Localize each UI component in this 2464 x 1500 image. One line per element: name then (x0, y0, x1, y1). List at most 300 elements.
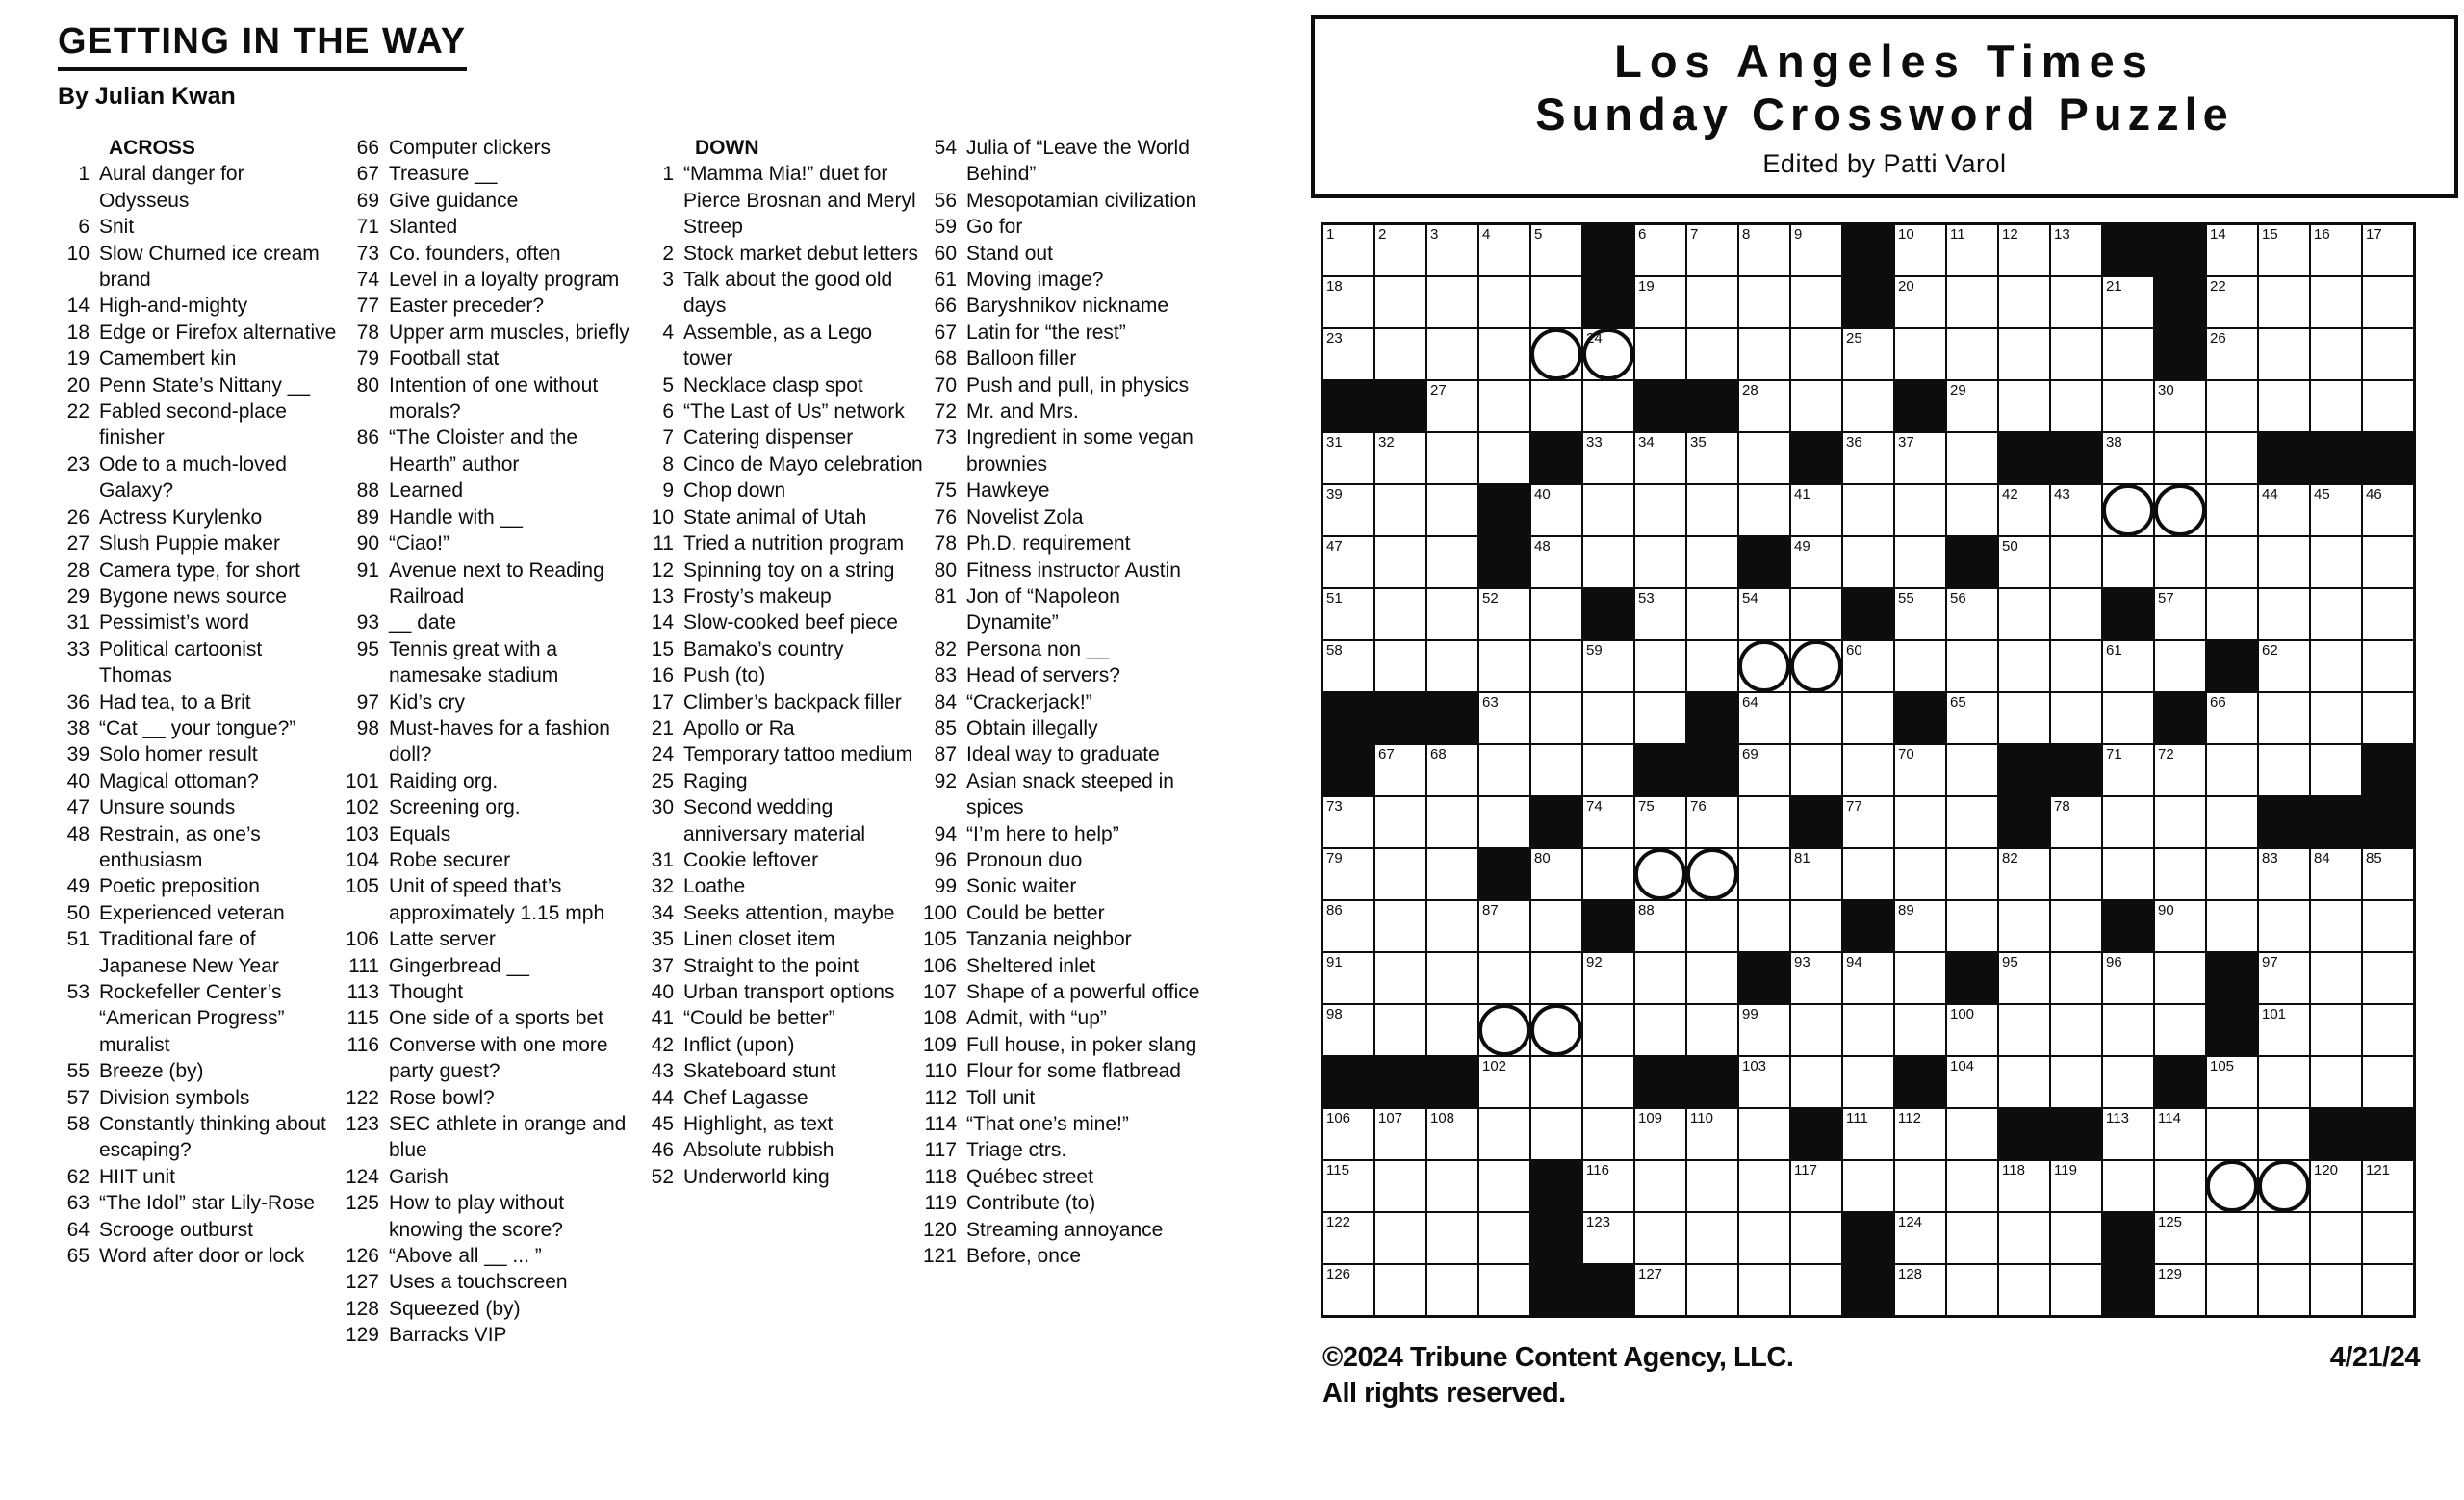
grid-cell[interactable] (2051, 277, 2101, 327)
grid-cell[interactable] (1583, 849, 1633, 899)
grid-cell[interactable] (1323, 901, 1373, 951)
grid-cell[interactable] (1843, 849, 1893, 899)
grid-cell[interactable] (1375, 849, 1425, 899)
grid-cell[interactable] (2259, 745, 2309, 795)
grid-cell[interactable] (1479, 745, 1529, 795)
grid-cell[interactable] (1583, 381, 1633, 431)
grid-cell[interactable] (1739, 433, 1789, 483)
grid-cell[interactable] (1583, 1005, 1633, 1055)
grid-cell[interactable] (1323, 433, 1373, 483)
grid-cell[interactable] (2103, 329, 2153, 379)
grid-cell[interactable] (1895, 433, 1945, 483)
grid-cell[interactable] (2259, 1057, 2309, 1107)
grid-cell[interactable] (1375, 641, 1425, 691)
grid-cell[interactable] (1999, 1005, 2049, 1055)
grid-cell[interactable] (1843, 485, 1893, 535)
grid-cell[interactable] (2311, 641, 2361, 691)
grid-cell[interactable] (1843, 693, 1893, 743)
grid-cell[interactable] (1479, 953, 1529, 1003)
grid-cell[interactable] (1531, 485, 1581, 535)
grid-cell[interactable] (2207, 849, 2257, 899)
grid-cell[interactable] (1947, 1161, 1997, 1211)
grid-cell[interactable] (2259, 849, 2309, 899)
grid-cell[interactable] (1843, 1057, 1893, 1107)
grid-cell[interactable] (2363, 693, 2413, 743)
grid-cell[interactable] (1687, 1265, 1737, 1315)
grid-cell[interactable] (2259, 589, 2309, 639)
grid-cell[interactable] (1895, 485, 1945, 535)
grid-cell[interactable] (2311, 901, 2361, 951)
grid-cell[interactable] (2155, 589, 2205, 639)
grid-cell[interactable] (1375, 1213, 1425, 1263)
grid-cell[interactable] (1947, 849, 1997, 899)
grid-cell[interactable] (1687, 329, 1737, 379)
grid-cell[interactable] (2207, 1213, 2257, 1263)
grid-cell[interactable] (1687, 433, 1737, 483)
grid-cell[interactable] (1531, 225, 1581, 275)
grid-cell[interactable] (1531, 641, 1581, 691)
grid-cell[interactable] (1323, 953, 1373, 1003)
grid-cell[interactable] (1843, 1005, 1893, 1055)
grid-cell[interactable] (2207, 1109, 2257, 1159)
grid-cell[interactable] (1739, 589, 1789, 639)
grid-cell[interactable] (1427, 641, 1477, 691)
grid-cell[interactable] (1479, 589, 1529, 639)
grid-cell[interactable] (2103, 693, 2153, 743)
grid-cell[interactable] (1427, 589, 1477, 639)
grid-cell[interactable] (1375, 485, 1425, 535)
grid-cell[interactable] (2155, 537, 2205, 587)
grid-cell[interactable] (1583, 797, 1633, 847)
grid-cell[interactable] (2103, 849, 2153, 899)
grid-cell[interactable] (2103, 537, 2153, 587)
grid-cell[interactable] (2155, 745, 2205, 795)
grid-cell[interactable] (1791, 225, 1841, 275)
grid-cell[interactable] (1895, 901, 1945, 951)
grid-cell[interactable] (1479, 1005, 1529, 1055)
grid-cell[interactable] (1531, 277, 1581, 327)
grid-cell[interactable] (1843, 1161, 1893, 1211)
grid-cell[interactable] (1479, 797, 1529, 847)
grid-cell[interactable] (1687, 485, 1737, 535)
grid-cell[interactable] (1999, 381, 2049, 431)
grid-cell[interactable] (1739, 1213, 1789, 1263)
grid-cell[interactable] (2363, 537, 2413, 587)
grid-cell[interactable] (1843, 797, 1893, 847)
grid-cell[interactable] (1739, 797, 1789, 847)
grid-cell[interactable] (1791, 693, 1841, 743)
grid-cell[interactable] (1895, 1005, 1945, 1055)
grid-cell[interactable] (1791, 953, 1841, 1003)
grid-cell[interactable] (1687, 1005, 1737, 1055)
grid-cell[interactable] (1427, 901, 1477, 951)
grid-cell[interactable] (2207, 433, 2257, 483)
grid-cell[interactable] (2363, 277, 2413, 327)
grid-cell[interactable] (1427, 1265, 1477, 1315)
grid-cell[interactable] (2259, 641, 2309, 691)
grid-cell[interactable] (1999, 537, 2049, 587)
grid-cell[interactable] (1843, 329, 1893, 379)
grid-cell[interactable] (1791, 641, 1841, 691)
grid-cell[interactable] (1947, 1005, 1997, 1055)
grid-cell[interactable] (1739, 485, 1789, 535)
grid-cell[interactable] (1999, 329, 2049, 379)
grid-cell[interactable] (2103, 745, 2153, 795)
grid-cell[interactable] (1635, 433, 1685, 483)
grid-cell[interactable] (1427, 1109, 1477, 1159)
grid-cell[interactable] (2363, 1213, 2413, 1263)
grid-cell[interactable] (1739, 901, 1789, 951)
grid-cell[interactable] (1947, 589, 1997, 639)
grid-cell[interactable] (1427, 433, 1477, 483)
grid-cell[interactable] (2311, 849, 2361, 899)
grid-cell[interactable] (1791, 537, 1841, 587)
grid-cell[interactable] (2311, 1057, 2361, 1107)
grid-cell[interactable] (1531, 1005, 1581, 1055)
grid-cell[interactable] (2363, 381, 2413, 431)
grid-cell[interactable] (1791, 329, 1841, 379)
grid-cell[interactable] (1635, 537, 1685, 587)
grid-cell[interactable] (1687, 797, 1737, 847)
grid-cell[interactable] (1999, 485, 2049, 535)
grid-cell[interactable] (1843, 641, 1893, 691)
grid-cell[interactable] (1739, 277, 1789, 327)
grid-cell[interactable] (1479, 693, 1529, 743)
grid-cell[interactable] (1531, 1057, 1581, 1107)
grid-cell[interactable] (1739, 745, 1789, 795)
grid-cell[interactable] (1947, 329, 1997, 379)
grid-cell[interactable] (2311, 329, 2361, 379)
grid-cell[interactable] (1531, 589, 1581, 639)
grid-cell[interactable] (1843, 537, 1893, 587)
grid-cell[interactable] (1583, 433, 1633, 483)
grid-cell[interactable] (2363, 849, 2413, 899)
grid-cell[interactable] (2207, 1057, 2257, 1107)
grid-cell[interactable] (1687, 849, 1737, 899)
grid-cell[interactable] (2155, 797, 2205, 847)
grid-cell[interactable] (1375, 1005, 1425, 1055)
grid-cell[interactable] (1375, 225, 1425, 275)
grid-cell[interactable] (1635, 1213, 1685, 1263)
grid-cell[interactable] (1791, 901, 1841, 951)
grid-cell[interactable] (1479, 225, 1529, 275)
grid-cell[interactable] (2363, 641, 2413, 691)
grid-cell[interactable] (2363, 485, 2413, 535)
grid-cell[interactable] (2103, 485, 2153, 535)
grid-cell[interactable] (2103, 1005, 2153, 1055)
grid-cell[interactable] (1323, 641, 1373, 691)
grid-cell[interactable] (1583, 537, 1633, 587)
grid-cell[interactable] (2051, 1005, 2101, 1055)
grid-cell[interactable] (2051, 901, 2101, 951)
grid-cell[interactable] (1895, 1265, 1945, 1315)
grid-cell[interactable] (1635, 277, 1685, 327)
grid-cell[interactable] (2155, 953, 2205, 1003)
grid-cell[interactable] (1739, 641, 1789, 691)
grid-cell[interactable] (2311, 1161, 2361, 1211)
grid-cell[interactable] (2051, 329, 2101, 379)
grid-cell[interactable] (1739, 381, 1789, 431)
grid-cell[interactable] (1999, 1057, 2049, 1107)
grid-cell[interactable] (1427, 745, 1477, 795)
grid-cell[interactable] (1635, 1161, 1685, 1211)
grid-cell[interactable] (2259, 953, 2309, 1003)
grid-cell[interactable] (1531, 693, 1581, 743)
grid-cell[interactable] (1687, 589, 1737, 639)
grid-cell[interactable] (1427, 537, 1477, 587)
grid-cell[interactable] (2155, 901, 2205, 951)
grid-cell[interactable] (2155, 1213, 2205, 1263)
grid-cell[interactable] (2259, 277, 2309, 327)
grid-cell[interactable] (1999, 693, 2049, 743)
grid-cell[interactable] (1531, 329, 1581, 379)
grid-cell[interactable] (1479, 329, 1529, 379)
grid-cell[interactable] (1791, 589, 1841, 639)
grid-cell[interactable] (2103, 1057, 2153, 1107)
grid-cell[interactable] (1895, 745, 1945, 795)
grid-cell[interactable] (1999, 849, 2049, 899)
grid-cell[interactable] (1635, 849, 1685, 899)
grid-cell[interactable] (1687, 641, 1737, 691)
grid-cell[interactable] (1687, 1213, 1737, 1263)
grid-cell[interactable] (1895, 953, 1945, 1003)
grid-cell[interactable] (2103, 1161, 2153, 1211)
grid-cell[interactable] (1947, 225, 1997, 275)
grid-cell[interactable] (2259, 381, 2309, 431)
grid-cell[interactable] (1687, 953, 1737, 1003)
grid-cell[interactable] (1479, 1057, 1529, 1107)
grid-cell[interactable] (1635, 641, 1685, 691)
grid-cell[interactable] (1843, 381, 1893, 431)
grid-cell[interactable] (1323, 849, 1373, 899)
grid-cell[interactable] (1375, 433, 1425, 483)
grid-cell[interactable] (2207, 381, 2257, 431)
grid-cell[interactable] (1479, 1161, 1529, 1211)
grid-cell[interactable] (2207, 225, 2257, 275)
grid-cell[interactable] (1427, 1161, 1477, 1211)
grid-cell[interactable] (1947, 1265, 1997, 1315)
grid-cell[interactable] (2259, 537, 2309, 587)
grid-cell[interactable] (2311, 1265, 2361, 1315)
grid-cell[interactable] (1999, 1161, 2049, 1211)
grid-cell[interactable] (2103, 433, 2153, 483)
grid-cell[interactable] (2103, 1109, 2153, 1159)
grid-cell[interactable] (1479, 1213, 1529, 1263)
grid-cell[interactable] (2363, 901, 2413, 951)
grid-cell[interactable] (2311, 1005, 2361, 1055)
grid-cell[interactable] (2051, 1057, 2101, 1107)
grid-cell[interactable] (2363, 1161, 2413, 1211)
grid-cell[interactable] (1739, 329, 1789, 379)
grid-cell[interactable] (2103, 381, 2153, 431)
grid-cell[interactable] (1583, 693, 1633, 743)
grid-cell[interactable] (1583, 953, 1633, 1003)
grid-cell[interactable] (2155, 433, 2205, 483)
grid-cell[interactable] (1999, 901, 2049, 951)
grid-cell[interactable] (1635, 1265, 1685, 1315)
grid-cell[interactable] (2051, 589, 2101, 639)
grid-cell[interactable] (1479, 641, 1529, 691)
grid-cell[interactable] (2051, 485, 2101, 535)
grid-cell[interactable] (1739, 225, 1789, 275)
grid-cell[interactable] (1739, 849, 1789, 899)
grid-cell[interactable] (1791, 381, 1841, 431)
grid-cell[interactable] (1791, 849, 1841, 899)
grid-cell[interactable] (1635, 485, 1685, 535)
grid-cell[interactable] (1427, 1213, 1477, 1263)
grid-cell[interactable] (2207, 277, 2257, 327)
grid-cell[interactable] (1323, 797, 1373, 847)
grid-cell[interactable] (1895, 641, 1945, 691)
grid-cell[interactable] (2051, 641, 2101, 691)
grid-cell[interactable] (2259, 1005, 2309, 1055)
grid-cell[interactable] (1687, 277, 1737, 327)
grid-cell[interactable] (1427, 329, 1477, 379)
grid-cell[interactable] (1427, 225, 1477, 275)
grid-cell[interactable] (1427, 1005, 1477, 1055)
grid-cell[interactable] (1479, 433, 1529, 483)
grid-cell[interactable] (2363, 1005, 2413, 1055)
grid-cell[interactable] (1947, 745, 1997, 795)
grid-cell[interactable] (2051, 537, 2101, 587)
grid-cell[interactable] (2207, 1161, 2257, 1211)
grid-cell[interactable] (2311, 537, 2361, 587)
grid-cell[interactable] (1583, 1057, 1633, 1107)
grid-cell[interactable] (1583, 329, 1633, 379)
grid-cell[interactable] (2155, 485, 2205, 535)
grid-cell[interactable] (1427, 849, 1477, 899)
grid-cell[interactable] (1323, 329, 1373, 379)
grid-cell[interactable] (2207, 1265, 2257, 1315)
grid-cell[interactable] (1739, 1265, 1789, 1315)
grid-cell[interactable] (2311, 381, 2361, 431)
grid-cell[interactable] (2155, 849, 2205, 899)
grid-cell[interactable] (2363, 329, 2413, 379)
grid-cell[interactable] (1843, 433, 1893, 483)
grid-cell[interactable] (2051, 849, 2101, 899)
grid-cell[interactable] (1375, 1161, 1425, 1211)
grid-cell[interactable] (2207, 589, 2257, 639)
grid-cell[interactable] (1687, 901, 1737, 951)
grid-cell[interactable] (1635, 1109, 1685, 1159)
grid-cell[interactable] (2363, 225, 2413, 275)
grid-cell[interactable] (2155, 1005, 2205, 1055)
grid-cell[interactable] (1635, 329, 1685, 379)
grid-cell[interactable] (2311, 693, 2361, 743)
grid-cell[interactable] (2259, 485, 2309, 535)
grid-cell[interactable] (1531, 537, 1581, 587)
grid-cell[interactable] (1999, 1265, 2049, 1315)
grid-cell[interactable] (1583, 641, 1633, 691)
grid-cell[interactable] (1791, 277, 1841, 327)
grid-cell[interactable] (2207, 485, 2257, 535)
grid-cell[interactable] (1635, 589, 1685, 639)
grid-cell[interactable] (1635, 1005, 1685, 1055)
grid-cell[interactable] (1635, 797, 1685, 847)
grid-cell[interactable] (1999, 1213, 2049, 1263)
grid-cell[interactable] (1791, 1161, 1841, 1211)
grid-cell[interactable] (1323, 589, 1373, 639)
grid-cell[interactable] (1479, 1109, 1529, 1159)
grid-cell[interactable] (1323, 1161, 1373, 1211)
grid-cell[interactable] (1895, 1161, 1945, 1211)
grid-cell[interactable] (1895, 225, 1945, 275)
grid-cell[interactable] (2051, 1265, 2101, 1315)
grid-cell[interactable] (1791, 1005, 1841, 1055)
grid-cell[interactable] (1531, 1109, 1581, 1159)
grid-cell[interactable] (1687, 1109, 1737, 1159)
grid-cell[interactable] (2207, 537, 2257, 587)
grid-cell[interactable] (1999, 589, 2049, 639)
grid-cell[interactable] (2259, 693, 2309, 743)
grid-cell[interactable] (2103, 797, 2153, 847)
grid-cell[interactable] (2363, 1265, 2413, 1315)
grid-cell[interactable] (2311, 745, 2361, 795)
grid-cell[interactable] (1635, 693, 1685, 743)
grid-cell[interactable] (1427, 953, 1477, 1003)
grid-cell[interactable] (1375, 537, 1425, 587)
grid-cell[interactable] (2155, 1109, 2205, 1159)
grid-cell[interactable] (1635, 225, 1685, 275)
grid-cell[interactable] (1531, 381, 1581, 431)
grid-cell[interactable] (1999, 641, 2049, 691)
grid-cell[interactable] (1999, 953, 2049, 1003)
grid-cell[interactable] (2311, 277, 2361, 327)
grid-cell[interactable] (1635, 953, 1685, 1003)
grid-cell[interactable] (1583, 745, 1633, 795)
grid-cell[interactable] (1947, 797, 1997, 847)
grid-cell[interactable] (2363, 953, 2413, 1003)
grid-cell[interactable] (2207, 693, 2257, 743)
grid-cell[interactable] (1323, 1005, 1373, 1055)
grid-cell[interactable] (1479, 381, 1529, 431)
grid-cell[interactable] (1323, 1265, 1373, 1315)
grid-cell[interactable] (1843, 745, 1893, 795)
grid-cell[interactable] (1375, 901, 1425, 951)
grid-cell[interactable] (1947, 277, 1997, 327)
grid-cell[interactable] (1375, 329, 1425, 379)
grid-cell[interactable] (1375, 953, 1425, 1003)
grid-cell[interactable] (2051, 381, 2101, 431)
grid-cell[interactable] (1895, 329, 1945, 379)
grid-cell[interactable] (2259, 1265, 2309, 1315)
grid-cell[interactable] (1895, 1109, 1945, 1159)
grid-cell[interactable] (1895, 277, 1945, 327)
grid-cell[interactable] (1947, 1213, 1997, 1263)
grid-cell[interactable] (1947, 1057, 1997, 1107)
grid-cell[interactable] (1427, 485, 1477, 535)
grid-cell[interactable] (1583, 1161, 1633, 1211)
grid-cell[interactable] (1843, 953, 1893, 1003)
grid-cell[interactable] (2259, 1161, 2309, 1211)
grid-cell[interactable] (1791, 1057, 1841, 1107)
grid-cell[interactable] (2103, 953, 2153, 1003)
grid-cell[interactable] (2259, 1213, 2309, 1263)
grid-cell[interactable] (2259, 1109, 2309, 1159)
grid-cell[interactable] (1531, 901, 1581, 951)
grid-cell[interactable] (1323, 277, 1373, 327)
grid-cell[interactable] (2155, 381, 2205, 431)
grid-cell[interactable] (2311, 485, 2361, 535)
grid-cell[interactable] (1479, 1265, 1529, 1315)
grid-cell[interactable] (1739, 1109, 1789, 1159)
grid-cell[interactable] (1375, 745, 1425, 795)
grid-cell[interactable] (1895, 849, 1945, 899)
grid-cell[interactable] (2259, 901, 2309, 951)
grid-cell[interactable] (2311, 225, 2361, 275)
grid-cell[interactable] (1427, 277, 1477, 327)
grid-cell[interactable] (2051, 953, 2101, 1003)
